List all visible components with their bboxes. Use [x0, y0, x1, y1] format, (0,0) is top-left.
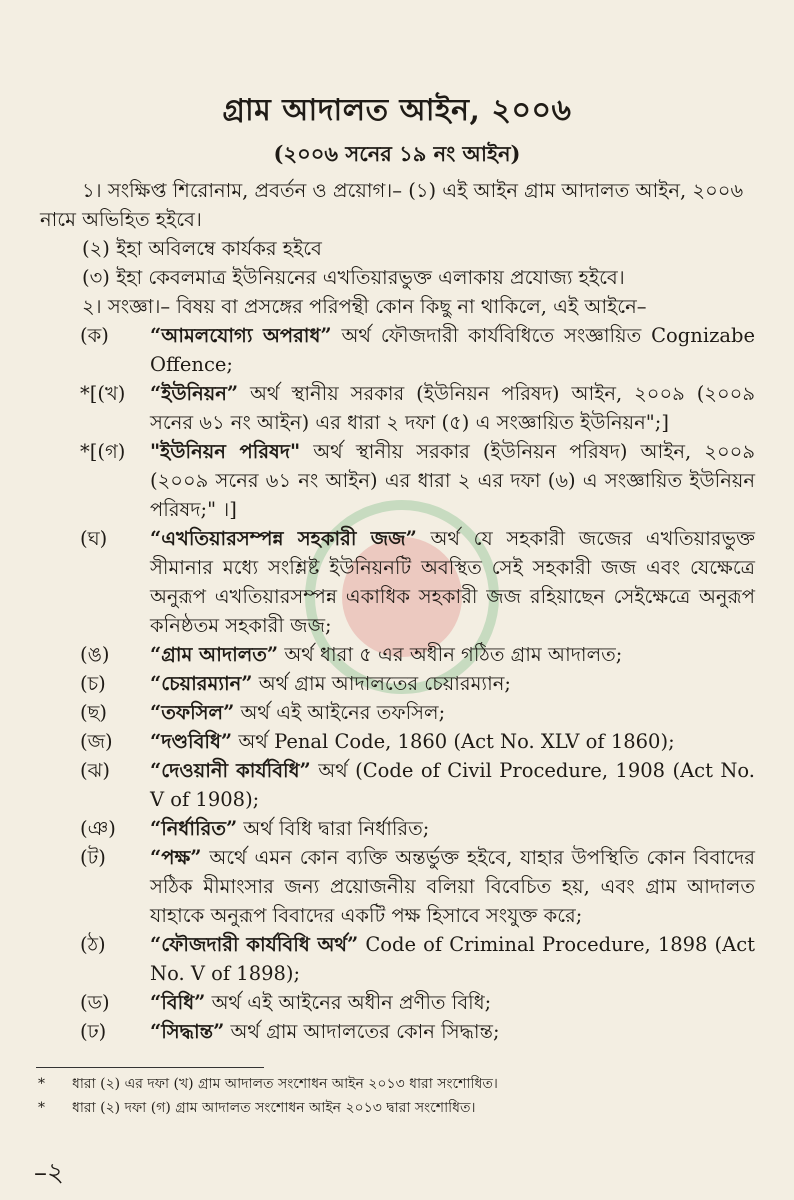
definition-body: অর্থ Penal Code, 1860 (Act No. XLV of 1860); [232, 730, 675, 753]
definition-body: অর্থে এমন কোন ব্যক্তি অন্তর্ভুক্ত হইবে, যাহার উপস্থিতি কোন বিবাদের সঠিক মীমাংসার জন্য প্রয়োজনীয় বলিয়া বিবেচিত হয়, এবং গ্রাম আদালত যাহাকে অনুরূপ বিবাদের একটি পক্ষ হিসাবে সংযুক্ত করে; [150, 846, 755, 927]
definition-marker: (ড) [80, 991, 110, 1014]
definition-text [150, 814, 755, 843]
definition-item [40, 379, 755, 437]
definition-body: অর্থ এই আইনের অধীন প্রণীত বিধি; [205, 991, 492, 1014]
definition-text [150, 437, 755, 524]
definition-text [150, 930, 755, 988]
definition-term: “সিদ্ধান্ত” [150, 1020, 225, 1043]
definition-item [40, 524, 755, 640]
definition-body: অর্থ স্থানীয় সরকার (ইউনিয়ন পরিষদ) আইন, ২০০৯ (২০০৯ সনের ৬১ নং আইন) এর ধারা ২ এর দফা (৬) এ সংজ্ঞায়িত ইউনিয়ন পরিষদ;" ।] [150, 440, 755, 521]
footnote-text: ধারা (২) এর দফা (খ) গ্রাম আদালত সংশোধন আইন ২০১৩ ধারা সংশোধিত। [72, 1076, 498, 1092]
definition-marker: (ঢ) [80, 1020, 107, 1043]
definitions-list [40, 321, 755, 1046]
definition-item [40, 698, 755, 727]
definition-body: অর্থ গ্রাম আদালতের চেয়ারম্যান; [252, 672, 511, 695]
definition-marker: (ছ) [80, 701, 108, 724]
definition-item [40, 1017, 755, 1046]
definition-text [150, 669, 755, 698]
definition-term: “দেওয়ানী কার্যবিধি” [150, 759, 311, 782]
definition-text [150, 756, 755, 814]
section-2-heading: ২। সংজ্ঞা।– বিষয় বা প্রসঙ্গের পরিপন্থী কোন কিছু না থাকিলে, এই আইনে– [82, 295, 647, 318]
definition-body: অর্থ এই আইনের তফসিল; [234, 701, 446, 724]
definition-term: “চেয়ারম্যান” [150, 672, 253, 695]
definition-text [150, 988, 755, 1017]
definition-marker: (ঝ) [80, 759, 110, 782]
definition-term: “গ্রাম আদালত” [150, 643, 279, 666]
definition-term: “ফৌজদারী কার্যবিধি অর্থ” [150, 933, 359, 956]
definition-term: “তফসিল” [150, 701, 235, 724]
page-subtitle: (২০০৬ সনের ১৯ নং আইন) [273, 141, 521, 166]
definition-term: "ইউনিয়ন পরিষদ" [150, 440, 301, 463]
section-1-clause-2: (২) ইহা অবিলম্বে কার্যকর হইবে [82, 237, 322, 260]
footnote-marker: * [38, 1100, 45, 1116]
definition-body: অর্থ যে সহকারী জজের এখতিয়ারভুক্ত সীমানার মধ্যে সংশ্লিষ্ট ইউনিয়নটি অবস্থিত সেই সহকারী জজ এবং যেক্ষেত্রে অনুরূপ এখতিয়ারসম্পন্ন একাধিক সহকারী জজ রহিয়াছেন সেইক্ষেত্রে অনুরূপ কনিষ্ঠতম সহকারী জজ; [150, 527, 755, 637]
definition-item [40, 640, 755, 669]
definition-text [150, 727, 755, 756]
footnote-1 [38, 1074, 758, 1094]
definition-body: Code of Criminal Procedure, 1898 (Act No. V of 1898); [150, 933, 756, 985]
definition-text [150, 379, 755, 437]
definition-text [150, 640, 755, 669]
definition-marker: (ঙ) [80, 643, 110, 666]
footnote-divider [36, 1067, 264, 1068]
footnote-text: ধারা (২) দফা (গ) গ্রাম আদালত সংশোধন আইন ২০১৩ দ্বারা সংশোধিত। [72, 1100, 476, 1116]
definition-term: “এখতিয়ারসম্পন্ন সহকারী জজ” [150, 527, 417, 550]
definition-item [40, 727, 755, 756]
section-1-clause-3: (৩) ইহা কেবলমাত্র ইউনিয়নের এখতিয়ারভুক্ত এলাকায় প্রযোজ্য হইবে। [82, 266, 625, 289]
definition-item [40, 321, 755, 379]
definition-term: “বিধি” [150, 991, 206, 1014]
definition-body: অর্থ ধারা ৫ এর অধীন গঠিত গ্রাম আদালত; [278, 643, 623, 666]
definition-marker: *[(খ) [80, 382, 126, 405]
footnote-2 [38, 1098, 758, 1118]
definition-term: “আমলযোগ্য অপরাধ” [150, 324, 332, 347]
definition-item [40, 930, 755, 988]
definition-item [40, 756, 755, 814]
definition-text [150, 524, 755, 640]
section-1-heading: ১। সংক্ষিপ্ত শিরোনাম, প্রবর্তন ও প্রয়োগ।– (১) এই আইন গ্রাম আদালত আইন, ২০০৬ নামে অভিহিত হইবে। [40, 179, 744, 231]
definition-text [150, 698, 755, 727]
definition-text [150, 1017, 755, 1046]
definition-marker: (ট) [80, 846, 106, 869]
definition-marker: (ঘ) [80, 527, 108, 550]
definition-term: “পক্ষ” [150, 846, 202, 869]
definition-item [40, 814, 755, 843]
definition-text [150, 321, 755, 379]
definition-marker: (ঠ) [80, 933, 106, 956]
definition-term: “ইউনিয়ন” [150, 382, 239, 405]
definition-item [40, 669, 755, 698]
definition-term: “নির্ধারিত” [150, 817, 238, 840]
definition-body: অর্থ ফৌজদারী কার্যবিধিতে সংজ্ঞায়িত Cognizabe Offence; [150, 324, 755, 376]
definition-marker: *[(গ) [80, 440, 126, 463]
definition-term: “দণ্ডবিধি” [150, 730, 233, 753]
page-title: গ্রাম আদালত আইন, ২০০৬ [222, 93, 572, 128]
definition-marker: (ঞ) [80, 817, 116, 840]
definition-marker: (জ) [80, 730, 113, 753]
document-body [40, 176, 755, 1046]
footnote-marker: * [38, 1076, 45, 1092]
definition-body: অর্থ স্থানীয় সরকার (ইউনিয়ন পরিষদ) আইন, ২০০৯ (২০০৯ সনের ৬১ নং আইন) এর ধারা ২ দফা (৫) এ সংজ্ঞায়িত ইউনিয়ন";] [150, 382, 755, 434]
definition-marker: (ক) [80, 324, 109, 347]
definition-marker: (চ) [80, 672, 106, 695]
definition-body: অর্থ গ্রাম আদালতের কোন সিদ্ধান্ত; [224, 1020, 500, 1043]
definition-item [40, 843, 755, 930]
definition-body: অর্থ বিধি দ্বারা নির্ধারিত; [237, 817, 430, 840]
page-number: –২ [34, 1158, 64, 1188]
definition-item [40, 437, 755, 524]
definition-item [40, 988, 755, 1017]
definition-text [150, 843, 755, 930]
definition-body: অর্থ (Code of Civil Procedure, 1908 (Act No. V of 1908); [150, 759, 755, 811]
